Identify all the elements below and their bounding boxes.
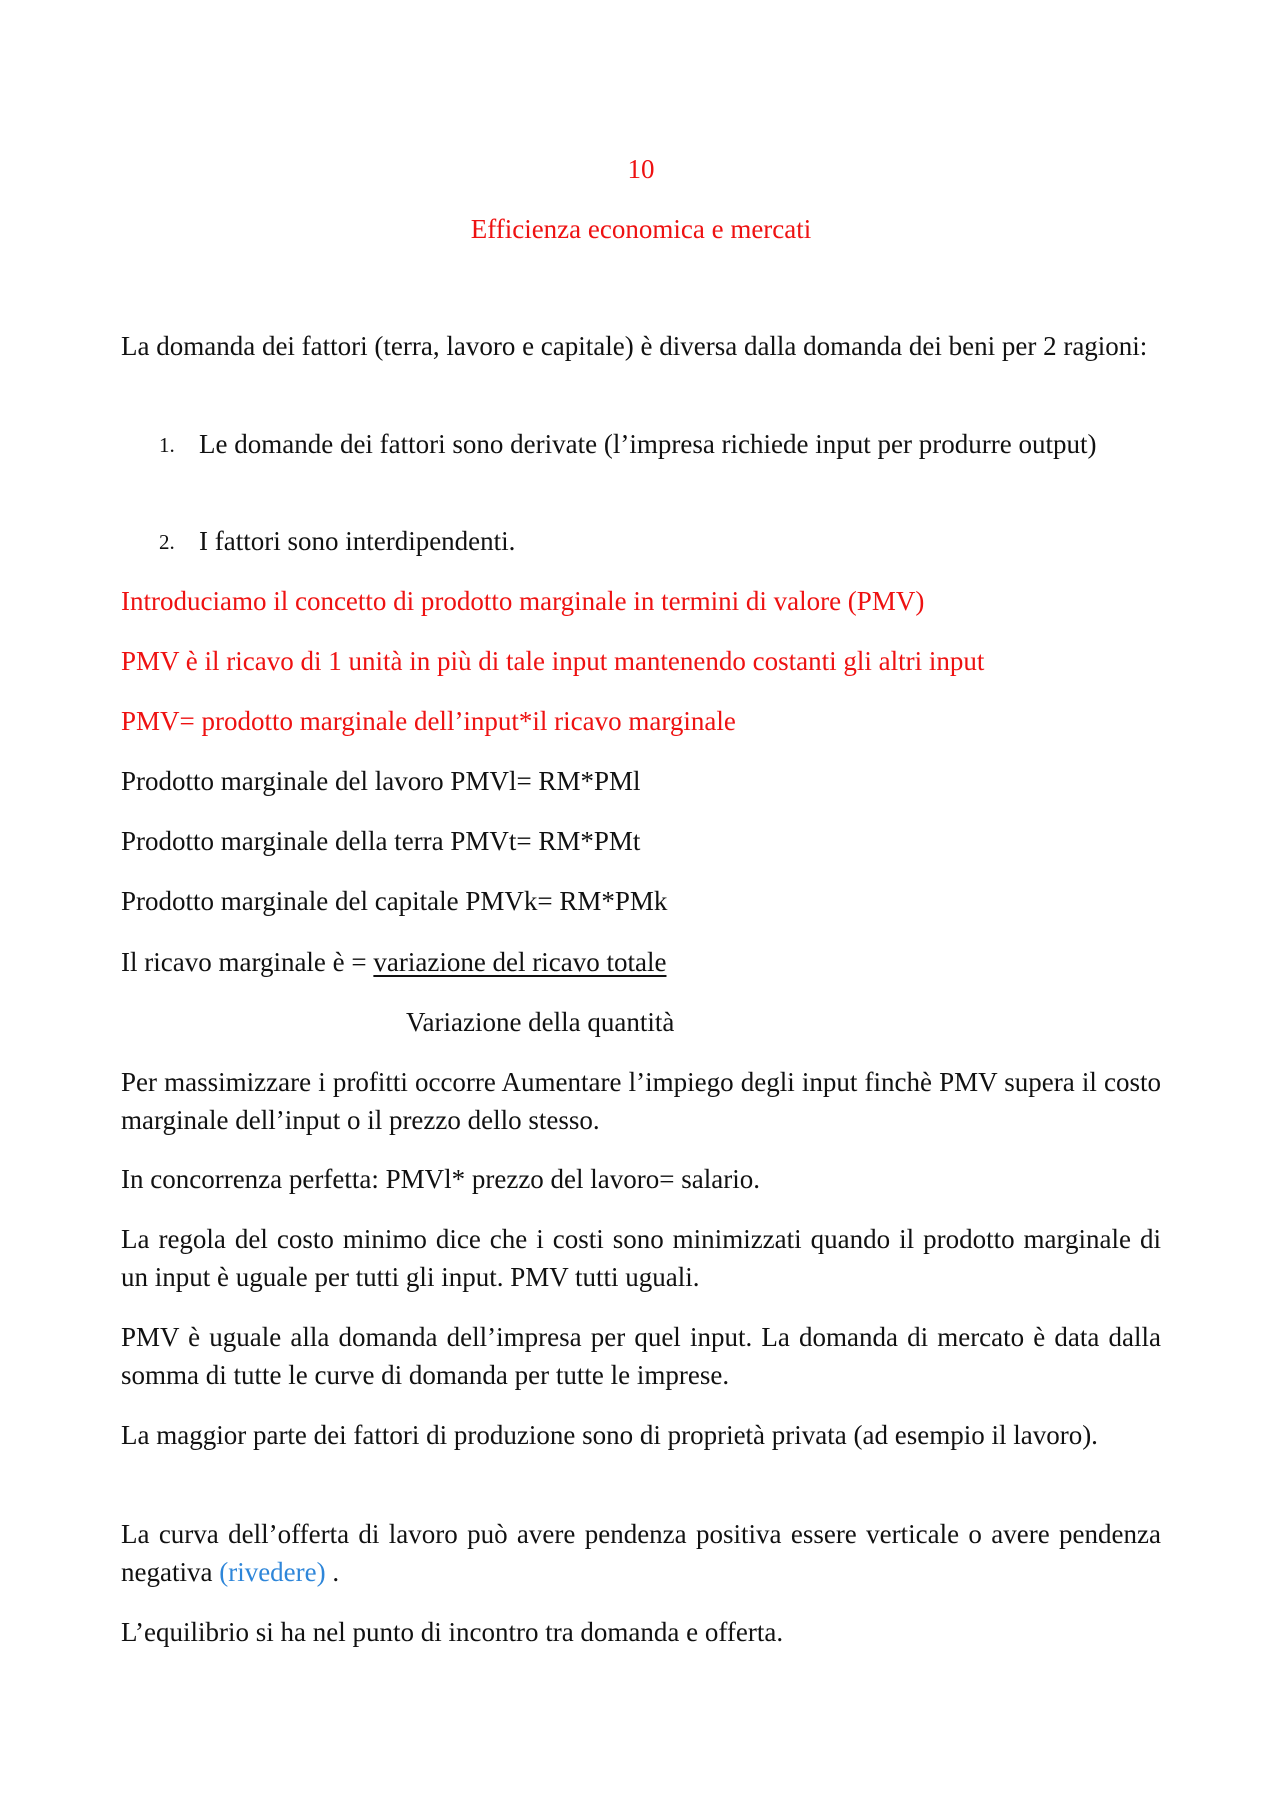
labor-supply-end: . <box>325 1557 340 1587</box>
paragraph-perfect-competition: In concorrenza perfetta: PMVl* prezzo del lavoro= salario. <box>121 1164 760 1194</box>
paragraph-market-demand: PMV è uguale alla domanda dell’impresa per quel input. La domanda di mercato è data dalla somma di tutte le curve di domanda per tutte le imprese. <box>121 1322 1161 1390</box>
formula-capital: Prodotto marginale del capitale PMVk= RM*PMk <box>121 886 668 916</box>
list-number: 2. <box>159 530 175 554</box>
chapter-title: Efficienza economica e mercati <box>470 214 812 244</box>
formula-land: Prodotto marginale della terra PMVt= RM*PMt <box>121 826 641 856</box>
list-text: I fattori sono interdipendenti. <box>199 526 516 556</box>
list-number: 1. <box>159 433 175 457</box>
list-text: Le domande dei fattori sono derivate (l’impresa richiede input per produrre output) <box>199 429 1097 459</box>
highlight-line-pmv-definition: PMV è il ricavo di 1 unità in più di tale input mantenendo costanti gli altri input <box>121 646 985 676</box>
highlight-line-pmv-formula: PMV= prodotto marginale dell’input*il ricavo marginale <box>121 706 736 736</box>
paragraph-maximize-profit: Per massimizzare i profitti occorre Aumentare l’impiego degli input finchè PMV supera il costo marginale dell’input o il prezzo dello stesso. <box>121 1067 1161 1135</box>
paragraph-private-ownership: La maggior parte dei fattori di produzione sono di proprietà privata (ad esempio il lavoro). <box>121 1420 1098 1450</box>
intro-paragraph: La domanda dei fattori (terra, lavoro e capitale) è diversa dalla domanda dei beni per 2 ragioni: <box>121 331 1148 361</box>
formula-labor: Prodotto marginale del lavoro PMVl= RM*PMl <box>121 766 641 796</box>
highlight-line-pmv-intro: Introduciamo il concetto di prodotto marginale in termini di valore (PMV) <box>121 586 925 616</box>
marginal-revenue-denominator: Variazione della quantità <box>406 1007 675 1037</box>
paragraph-labor-supply <box>121 1515 1161 1591</box>
marginal-revenue-prefix: Il ricavo marginale è = <box>121 947 374 977</box>
chapter-number: 10 <box>627 154 655 184</box>
marginal-revenue-numerator: variazione del ricavo totale <box>373 947 667 977</box>
review-note: (rivedere) <box>219 1557 326 1587</box>
paragraph-minimum-cost-rule: La regola del costo minimo dice che i costi sono minimizzati quando il prodotto marginale di un input è uguale per tutti gli input. PMV tutti uguali. <box>121 1224 1161 1292</box>
labor-supply-text: La curva dell’offerta di lavoro può avere pendenza positiva essere verticale o avere pendenza negativa <box>121 1519 1161 1587</box>
paragraph-equilibrium: L’equilibrio si ha nel punto di incontro tra domanda e offerta. <box>121 1617 784 1647</box>
marginal-revenue-formula <box>121 943 1161 981</box>
